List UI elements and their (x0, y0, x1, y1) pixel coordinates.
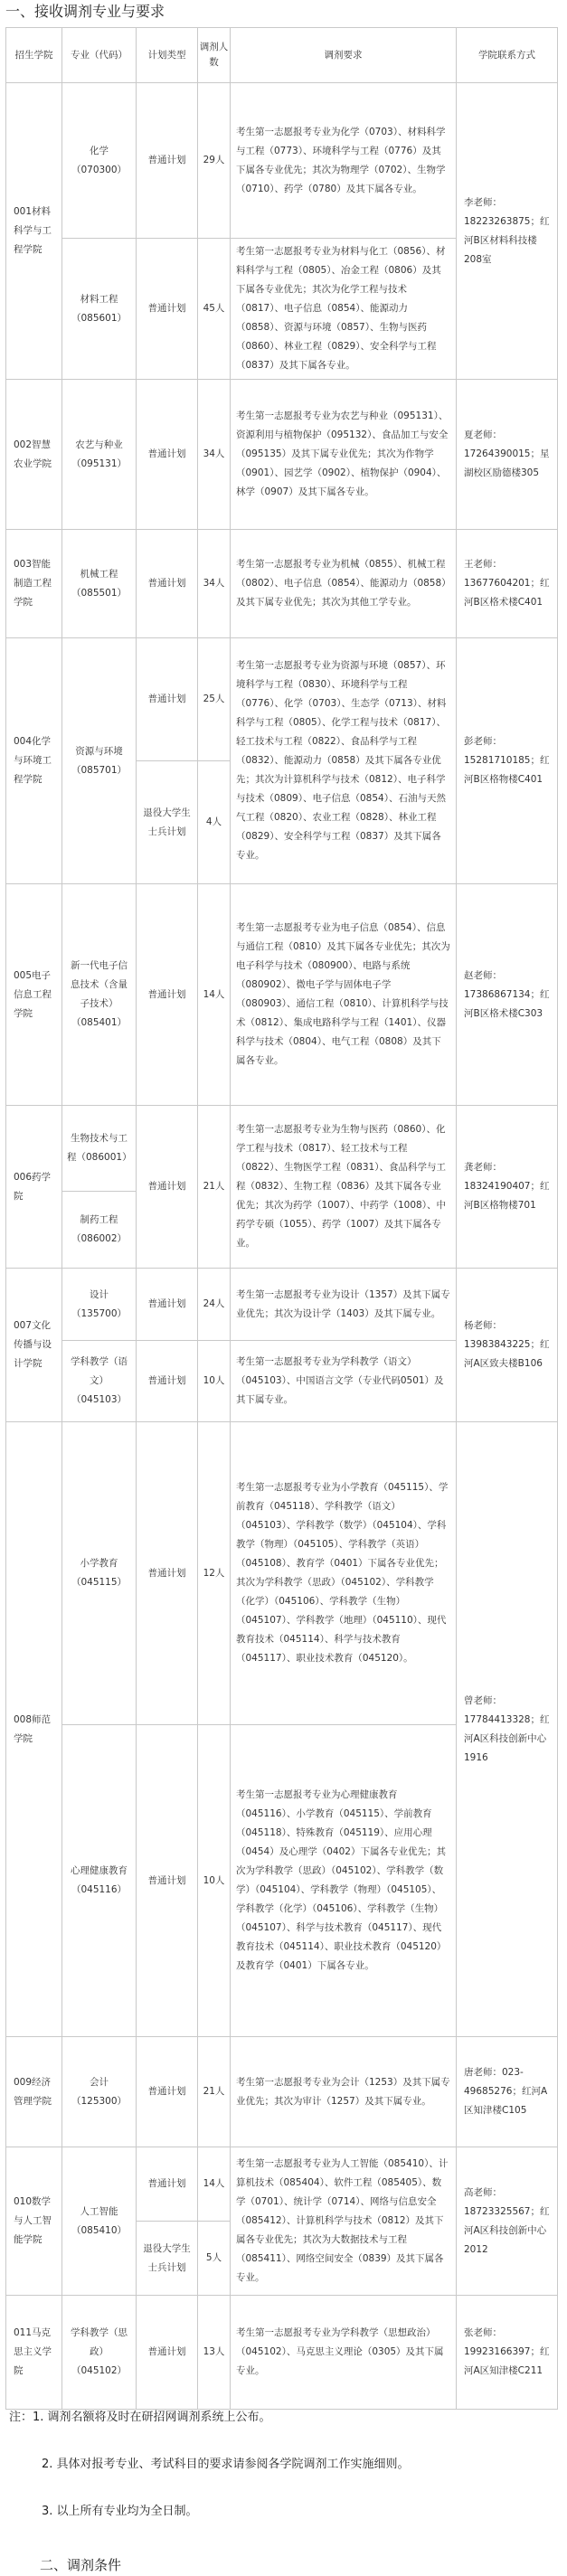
plan-type: 普通计划 (137, 884, 198, 1106)
plan-type: 退役大学生士兵计划 (137, 2222, 198, 2296)
college-name: 011马克思主义学院 (6, 2296, 62, 2410)
requirement-text: 考生第一志愿报考专业为学科教学（语文）（045103）、中国语言文学（专业代码0501）及其下属专业。 (231, 1341, 457, 1422)
major-name: 化学（070300） (62, 83, 137, 239)
major-name: 生物技术与工程（086001） (62, 1106, 137, 1192)
requirement-text: 考生第一志愿报考专业为材料与化工（0856）、材料科学与工程（0805）、冶金工程（0806）及其下属各专业优先；其次为化学工程与技术（0817）、电子信息（0854）、能源动力（0858）、资源与环境（0857）、生物与医药（0860）、林业工程（0829）、安全科学与工程（0837）及其下属各专业。 (231, 239, 457, 380)
major-name: 学科教学（思政）（045102） (62, 2296, 137, 2410)
contact-info: 杨老师：13983843225；红河A区致夫楼B106 (457, 1269, 558, 1422)
college-name: 005电子信息工程学院 (6, 884, 62, 1106)
contact-info: 彭老师：15281710185；红河B区格物楼C401 (457, 638, 558, 884)
quota-count: 12人 (198, 1422, 231, 1725)
contact-info: 龚老师：18324190407；红河B区格物楼701 (457, 1106, 558, 1269)
major-name: 机械工程（085501） (62, 530, 137, 638)
plan-type: 普通计划 (137, 1106, 198, 1269)
table-row (6, 1269, 558, 1341)
table-row (6, 83, 558, 239)
requirement-text: 考生第一志愿报考专业为化学（0703）、材料科学与工程（0773）、环境科学与工程（0776）及其下属各专业优先；其次为物理学（0702）、生物学（0710）、药学（0780）及其下属各专业。 (231, 83, 457, 239)
plan-type: 普通计划 (137, 2296, 198, 2410)
table-row (6, 2296, 558, 2410)
quota-count: 24人 (198, 1269, 231, 1341)
quota-count: 13人 (198, 2296, 231, 2410)
plan-type: 普通计划 (137, 83, 198, 239)
table-row (6, 1422, 558, 1725)
major-name: 新一代电子信息技术（含量子技术）（085401） (62, 884, 137, 1106)
major-name: 农艺与种业（095131） (62, 380, 137, 530)
college-name: 009经济管理学院 (6, 2037, 62, 2147)
quota-count: 25人 (198, 638, 231, 761)
requirement-text: 考生第一志愿报考专业为心理健康教育（045116）、小学教育（045115）、学前教育（045118）、特殊教育（045119）、应用心理（0454）及心理学（0402）下属各专业优先；其次为学科教学（思政）（045102）、学科教学（数学）（045104）、学科教学（物理）（045105）、学科教学（化学）（045106）、学科教学（生物）（045107）、科学与技术教育（045117）、现代教育技术（045114）、职业技术教育（045120）及教育学（0401）下属各专业。 (231, 1725, 457, 2037)
quota-count: 34人 (198, 380, 231, 530)
quota-count: 34人 (198, 530, 231, 638)
table-row (6, 884, 558, 1106)
header-contact: 学院联系方式 (457, 28, 558, 83)
plan-type: 普通计划 (137, 239, 198, 380)
table-row (6, 2147, 558, 2222)
requirement-text: 考生第一志愿报考专业为生物与医药（0860）、化学工程与技术（0817）、轻工技术与工程（0822）、生物医学工程（0831）、食品科学与工程（0832）、生物工程（0836）及其下属各专业优先；其次为药学（1007）、中药学（1008）、中药学专硕（1055）、药学（1007）及其下属各专业。 (231, 1106, 457, 1269)
plan-type: 退役大学生士兵计划 (137, 761, 198, 884)
contact-info: 王老师：13677604201；红河B区格术楼C401 (457, 530, 558, 638)
quota-count: 4人 (198, 761, 231, 884)
table-header-row (6, 28, 558, 83)
plan-type: 普通计划 (137, 380, 198, 530)
major-name: 资源与环境（085701） (62, 638, 137, 884)
header-major: 专业（代码） (62, 28, 137, 83)
contact-info: 曾老师：17784413328；红河A区科技创新中心1916 (457, 1422, 558, 2037)
requirement-text: 考生第一志愿报考专业为机械（0855）、机械工程（0802）、电子信息（0854）、能源动力（0858）及其下属专业优先；其次为其他工学专业。 (231, 530, 457, 638)
contact-info: 李老师：18223263875；红河B区材料科技楼208室 (457, 83, 558, 380)
quota-count: 21人 (198, 1106, 231, 1269)
major-name: 设计（135700） (62, 1269, 137, 1341)
note-1: 注：1. 调剂名额将及时在研招网调剂系统上公布。 (9, 2411, 271, 2424)
quota-count: 10人 (198, 1341, 231, 1422)
header-count: 调剂人数 (198, 28, 231, 83)
college-name: 008师范学院 (6, 1422, 62, 2037)
note-2: 2. 具体对报考专业、考试科目的要求请参阅各学院调剂工作实施细则。 (42, 2458, 410, 2471)
requirement-text: 考生第一志愿报考专业为设计（1357）及其下属专业优先；其次为设计学（1403）及其下属专业。 (231, 1269, 457, 1341)
plan-type: 普通计划 (137, 2037, 198, 2147)
table-row (6, 1106, 558, 1192)
note-3: 3. 以上所有专业均为全日制。 (42, 2505, 198, 2518)
plan-type: 普通计划 (137, 1341, 198, 1422)
header-plan: 计划类型 (137, 28, 198, 83)
contact-info: 唐老师：023-49685276；红河A区知津楼C105 (457, 2037, 558, 2147)
major-name: 小学教育（045115） (62, 1422, 137, 1725)
major-name: 会计（125300） (62, 2037, 137, 2147)
plan-type: 普通计划 (137, 2147, 198, 2222)
plan-type: 普通计划 (137, 638, 198, 761)
contact-info: 夏老师：17264390015；星湖校区励德楼305 (457, 380, 558, 530)
quota-count: 10人 (198, 1725, 231, 2037)
adjustment-table (5, 27, 558, 2410)
college-name: 002智慧农业学院 (6, 380, 62, 530)
header-requirement: 调剂要求 (231, 28, 457, 83)
requirement-text: 考生第一志愿报考专业为会计（1253）及其下属专业优先；其次为审计（1257）及其下属专业。 (231, 2037, 457, 2147)
quota-count: 14人 (198, 2147, 231, 2222)
college-name: 006药学院 (6, 1106, 62, 1269)
requirement-text: 考生第一志愿报考专业为人工智能（085410）、计算机技术（085404）、软件工程（085405）、数学（0701）、统计学（0714）、网络与信息安全（085412）、计算机科学与技术（0812）及其下属各专业优先；其次为大数据技术与工程（085411）、网络空间安全（0839）及其下属各专业。 (231, 2147, 457, 2296)
college-name: 007文化传播与设计学院 (6, 1269, 62, 1422)
plan-type: 普通计划 (137, 1269, 198, 1341)
header-school: 招生学院 (6, 28, 62, 83)
quota-count: 14人 (198, 884, 231, 1106)
requirement-text: 考生第一志愿报考专业为小学教育（045115）、学前教育（045118）、学科教学（语文）（045103）、学科教学（数学）（045104）、学科教学（物理）（045105）、学科教学（英语）（045108）、教育学（0401）下属各专业优先；其次为学科教学（思政）（045102）、学科教学（化学）（045106）、学科教学（生物）（045107）、学科教学（地理）（045110）、现代教育技术（045114）、科学与技术教育（045117）、职业技术教育（045120）。 (231, 1422, 457, 1725)
quota-count: 5人 (198, 2222, 231, 2296)
table-row (6, 638, 558, 761)
college-name: 010数学与人工智能学院 (6, 2147, 62, 2296)
major-name: 材料工程（085601） (62, 239, 137, 380)
college-name: 001材料科学与工程学院 (6, 83, 62, 380)
contact-info: 赵老师：17386867134；红河B区格术楼C303 (457, 884, 558, 1106)
major-name: 制药工程（086002） (62, 1192, 137, 1269)
quota-count: 29人 (198, 83, 231, 239)
major-name: 人工智能（085410） (62, 2147, 137, 2296)
requirement-text: 考生第一志愿报考专业为电子信息（0854）、信息与通信工程（0810）及其下属各专业优先；其次为电子科学与技术（080900）、电路与系统（080902）、微电子学与固体电子学（080903）、通信工程（0810）、计算机科学与技术（0812）、集成电路科学与工程（1401）、仪器科学与技术（0804）、电气工程（0808）及其下属各专业。 (231, 884, 457, 1106)
major-name: 心理健康教育（045116） (62, 1725, 137, 2037)
requirement-text: 考生第一志愿报考专业为学科教学（思想政治）（045102）、马克思主义理论（0305）及其下属专业。 (231, 2296, 457, 2410)
plan-type: 普通计划 (137, 1422, 198, 1725)
college-name: 004化学与环境工程学院 (6, 638, 62, 884)
section-2-title: 二、调剂条件 (40, 2557, 122, 2573)
quota-count: 45人 (198, 239, 231, 380)
requirement-text: 考生第一志愿报考专业为农艺与种业（095131）、资源利用与植物保护（095132）、食品加工与安全（095135）及其下属专业优先；其次为作物学（0901）、园艺学（0902）、植物保护（0904）、林学（0907）及其下属各专业。 (231, 380, 457, 530)
table-row (6, 2037, 558, 2147)
requirement-text: 考生第一志愿报考专业为资源与环境（0857）、环境科学与工程（0830）、环境科学与工程（0776）、化学（0703）、生态学（0713）、材料科学与工程（0805）、化学工程与技术（0817）、轻工技术与工程（0822）、食品科学与工程（0832）、能源动力（0858）及其下属各专业优先；其次为计算机科学与技术（0812）、电子科学与技术（0809）、电子信息（0854）、石油与天然气工程（0820）、农业工程（0828）、林业工程（0829）、安全科学与工程（0837）及其下属各专业。 (231, 638, 457, 884)
plan-type: 普通计划 (137, 1725, 198, 2037)
plan-type: 普通计划 (137, 530, 198, 638)
contact-info: 张老师：19923166397；红河A区知津楼C211 (457, 2296, 558, 2410)
college-name: 003智能制造工程学院 (6, 530, 62, 638)
table-row (6, 380, 558, 530)
section-title: 一、接收调剂专业与要求 (5, 3, 165, 20)
major-name: 学科教学（语文）（045103） (62, 1341, 137, 1422)
table-row (6, 530, 558, 638)
quota-count: 21人 (198, 2037, 231, 2147)
contact-info: 高老师：18723325567；红河A区科技创新中心2012 (457, 2147, 558, 2296)
